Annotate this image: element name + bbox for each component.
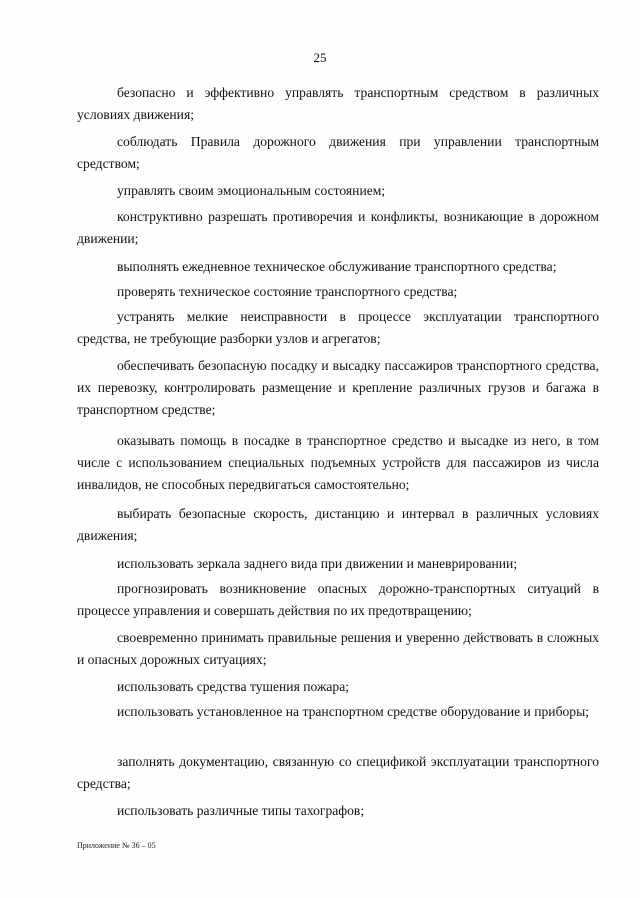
footer-note: Приложение № 36 – 05	[77, 841, 156, 850]
list-item: использовать установленное на транспортном средстве оборудование и приборы;	[117, 704, 589, 719]
list-item: соблюдать Правила дорожного движения при управлении транспортным средством;	[77, 134, 599, 171]
list-item: управлять своим эмоциональным состоянием;	[117, 183, 386, 198]
list-item: заполнять документацию, связанную со спецификой эксплуатации транспортного средства;	[77, 754, 599, 791]
list-item: выполнять ежедневное техническое обслуживание транспортного средства;	[117, 259, 557, 274]
list-item: использовать зеркала заднего вида при движении и маневрировании;	[117, 556, 518, 571]
list-item: конструктивно разрешать противоречия и конфликты, возникающие в дорожном движении;	[77, 209, 599, 246]
list-item: безопасно и эффективно управлять транспортным средством в различных условиях движения;	[77, 85, 599, 122]
list-item: своевременно принимать правильные решения и уверенно действовать в сложных и опасных дорожных ситуациях;	[77, 630, 599, 667]
list-item: выбирать безопасные скорость, дистанцию и интервал в различных условиях движения;	[77, 506, 599, 543]
list-item: использовать различные типы тахографов;	[117, 803, 365, 818]
list-item: устранять мелкие неисправности в процессе эксплуатации транспортного средства, не требующие разборки узлов и агрегатов;	[77, 309, 599, 346]
list-item: прогнозировать возникновение опасных дорожно-транспортных ситуаций в процессе управления и совершать действия по их предотвращению;	[77, 581, 599, 618]
page-number: 25	[313, 50, 327, 65]
list-item: использовать средства тушения пожара;	[117, 679, 350, 694]
list-item: проверять техническое состояние транспортного средства;	[117, 284, 458, 299]
list-item: оказывать помощь в посадке в транспортное средство и высадке из него, в том числе с использованием специальных подъемных устройств для пассажиров из числа инвалидов, не способных передвигаться самостоятельно;	[77, 433, 599, 492]
list-item: обеспечивать безопасную посадку и высадку пассажиров транспортного средства, их перевозку, контролировать размещение и крепление различных грузов и багажа в транспортном средстве;	[77, 358, 599, 417]
